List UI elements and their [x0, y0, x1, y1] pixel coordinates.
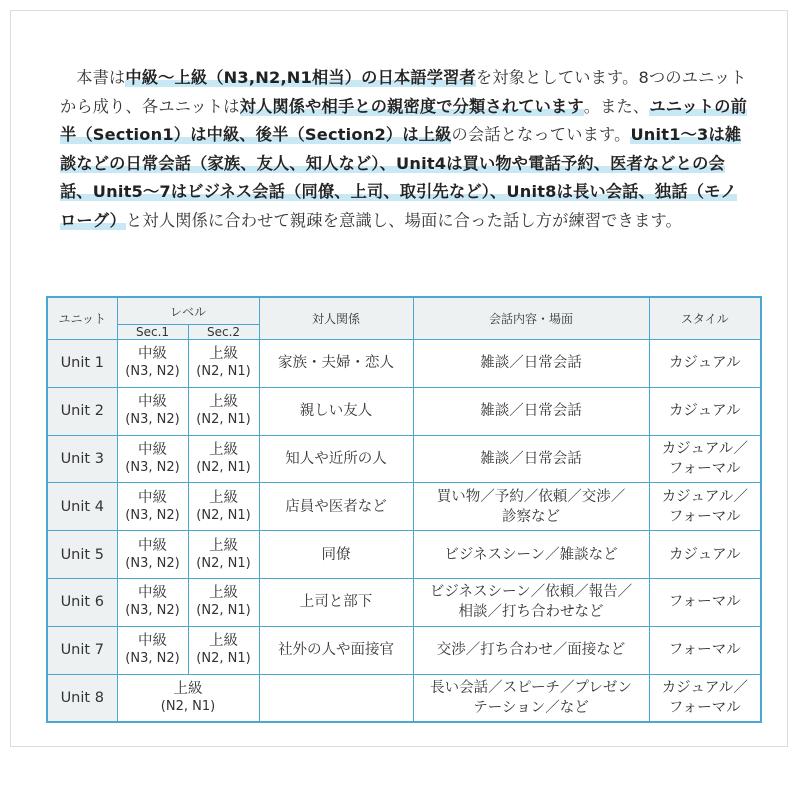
level-label: 上級 [173, 680, 203, 697]
level-label: 上級 [209, 537, 238, 554]
table-row [47, 387, 761, 435]
level-jlpt: (N2, N1) [196, 364, 251, 380]
content-cell [413, 674, 649, 722]
sec1-cell [117, 435, 188, 483]
level-jlpt: (N2, N1) [196, 651, 251, 667]
sec1-cell [117, 531, 188, 579]
header-sec2: Sec.2 [188, 325, 259, 340]
highlighted-text: Unit1〜3は雑談などの日常会話（家族、友人、知人など）、Unit4は買い物や電話予約、医者などとの会話、Unit5〜7はビジネス会話（同僚、上司、取引先など）、Unit8は長い会話、独話（モノローグ） [60, 125, 742, 230]
content-cell [413, 387, 649, 435]
header-unit: ユニット [47, 297, 117, 340]
level-jlpt: (N2, N1) [196, 412, 251, 428]
level-jlpt: (N3, N2) [125, 507, 180, 523]
level-jlpt: (N3, N2) [125, 412, 180, 428]
style-cell-line: カジュアル／ [661, 440, 748, 457]
intro-text-segment: 本書は [76, 68, 126, 87]
sec1-cell [117, 626, 188, 674]
relation-cell: 上司と部下 [259, 578, 413, 626]
table-row [47, 340, 761, 388]
style-cell [649, 674, 761, 722]
level-jlpt: (N3, N2) [125, 364, 180, 380]
sec2-cell [188, 340, 259, 388]
table-row [47, 578, 761, 626]
content-cell-line: 雑談／日常会話 [480, 403, 582, 420]
intro-text-segment: の会話となっています。 [451, 125, 631, 145]
level-cell [117, 674, 259, 722]
header-content: 会話内容・場面 [413, 297, 649, 340]
style-cell [649, 578, 761, 626]
style-cell-line: フォーマル [668, 594, 741, 611]
level-jlpt: (N3, N2) [125, 459, 180, 475]
level-label: 上級 [209, 441, 238, 458]
level-label: 中級 [138, 537, 167, 554]
table-row [47, 483, 761, 531]
style-cell [649, 340, 761, 388]
unit-cell: Unit 3 [47, 435, 117, 483]
sec2-cell [188, 483, 259, 531]
unit-table [46, 296, 762, 723]
sec2-cell [188, 626, 259, 674]
style-cell-line: フォーマル [668, 508, 741, 525]
intro-text-segment: と対人関係に合わせて親疎を意識し、場面に合った話し方が練習できます。 [126, 210, 682, 230]
unit-cell: Unit 5 [47, 531, 117, 579]
table-row [47, 626, 761, 674]
style-cell [649, 483, 761, 531]
sec1-cell [117, 340, 188, 388]
content-cell [413, 578, 649, 626]
sec2-cell [188, 531, 259, 579]
level-jlpt: (N3, N2) [125, 603, 180, 619]
unit-cell: Unit 4 [47, 483, 117, 531]
highlighted-text: 対人関係や相手との親密度で分類されています [239, 96, 584, 116]
content-cell-line: ビジネスシーン／雑談など [444, 546, 618, 563]
level-jlpt: (N2, N1) [196, 507, 251, 523]
content-cell-line: テーション／など [473, 699, 589, 716]
unit-cell: Unit 7 [47, 626, 117, 674]
style-cell-line: カジュアル [668, 403, 741, 420]
intro-text [60, 64, 750, 236]
content-cell [413, 626, 649, 674]
relation-cell: 同僚 [259, 531, 413, 579]
header-style: スタイル [649, 297, 761, 340]
level-label: 上級 [209, 346, 238, 363]
style-cell [649, 531, 761, 579]
content-cell [413, 340, 649, 388]
sec1-cell [117, 483, 188, 531]
content-cell-line: 診察など [502, 508, 561, 525]
sec2-cell [188, 435, 259, 483]
header-sec1: Sec.1 [117, 325, 188, 340]
level-jlpt: (N3, N2) [125, 555, 180, 571]
relation-cell: 家族・夫婦・恋人 [259, 340, 413, 388]
sec1-cell [117, 578, 188, 626]
header-level: レベル [117, 297, 259, 325]
level-label: 中級 [138, 394, 167, 411]
level-label: 中級 [138, 633, 167, 650]
content-cell-line: 相談／打ち合わせなど [458, 604, 604, 621]
style-cell-line: カジュアル [668, 355, 741, 372]
highlighted-text: ユニットの前半（Section1）は中級、後半（Section2）は上級 [60, 96, 748, 145]
content-cell-line: 雑談／日常会話 [480, 450, 582, 467]
content-cell [413, 483, 649, 531]
content-cell-line: 長い会話／スピーチ／プレゼン [430, 679, 632, 696]
level-jlpt: (N2, N1) [196, 555, 251, 571]
style-cell-line: カジュアル [668, 546, 741, 563]
style-cell [649, 626, 761, 674]
level-label: 上級 [209, 633, 238, 650]
level-label: 上級 [209, 489, 238, 506]
content-cell [413, 531, 649, 579]
intro-text-segment: を対象としています。8つのユニットから成り、各ユニットは [60, 68, 747, 116]
style-cell [649, 387, 761, 435]
level-jlpt: (N2, N1) [196, 459, 251, 475]
content-cell-line: 雑談／日常会話 [480, 355, 582, 372]
unit-cell: Unit 2 [47, 387, 117, 435]
relation-cell: 店員や医者など [259, 483, 413, 531]
content-cell-line: 買い物／予約／依頼／交渉／ [436, 488, 626, 505]
style-cell-line: フォーマル [668, 460, 741, 477]
level-jlpt: (N2, N1) [196, 603, 251, 619]
intro-text-segment: 。また、 [583, 96, 650, 116]
relation-cell: 親しい友人 [259, 387, 413, 435]
content-cell-line: 交渉／打ち合わせ／面接など [436, 642, 626, 659]
unit-cell: Unit 1 [47, 340, 117, 388]
level-label: 上級 [209, 394, 238, 411]
style-cell [649, 435, 761, 483]
table-row [47, 531, 761, 579]
relation-cell [259, 674, 413, 722]
content-cell-line: ビジネスシーン／依頼／報告／ [429, 584, 633, 601]
intro-paragraph [60, 64, 750, 236]
style-cell-line: カジュアル／ [661, 488, 748, 505]
relation-cell: 知人や近所の人 [259, 435, 413, 483]
level-label: 中級 [138, 441, 167, 458]
style-cell-line: フォーマル [668, 642, 741, 659]
relation-cell: 社外の人や面接官 [259, 626, 413, 674]
style-cell-line: カジュアル／ [661, 679, 748, 696]
level-label: 中級 [138, 585, 167, 602]
unit-cell: Unit 6 [47, 578, 117, 626]
highlighted-text: 中級〜上級（N3,N2,N1相当）の日本語学習者 [125, 68, 476, 87]
sec1-cell [117, 387, 188, 435]
level-label: 上級 [209, 585, 238, 602]
level-label: 中級 [138, 489, 167, 506]
style-cell-line: フォーマル [668, 699, 741, 716]
table-row [47, 674, 761, 722]
header-relation: 対人関係 [259, 297, 413, 340]
content-cell [413, 435, 649, 483]
table-row [47, 435, 761, 483]
level-jlpt: (N3, N2) [125, 651, 180, 667]
sec2-cell [188, 578, 259, 626]
sec2-cell [188, 387, 259, 435]
unit-cell: Unit 8 [47, 674, 117, 722]
table-body [47, 340, 761, 722]
level-jlpt: (N2, N1) [160, 698, 216, 714]
level-label: 中級 [138, 346, 167, 363]
